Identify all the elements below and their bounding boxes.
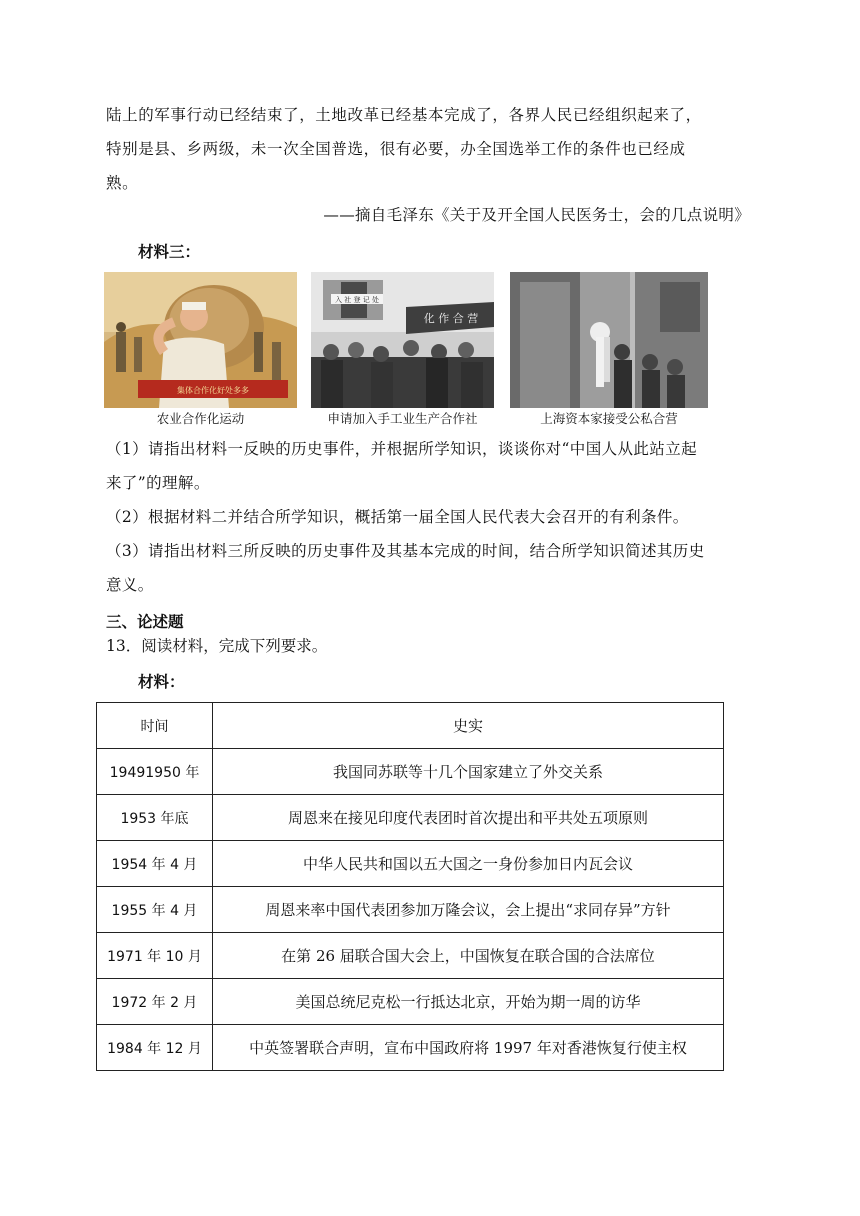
quote-source: ——摘自毛泽东《关于及开全国人民医务士，会的几点说明》	[323, 206, 750, 224]
question-13: 13．阅读材料，完成下列要求。	[106, 637, 328, 655]
table-row	[97, 795, 724, 841]
question-3-line2: 意义。	[106, 576, 154, 594]
poster-banner-text: 集体合作化好处多多	[177, 386, 249, 395]
header-time: 时间	[97, 703, 213, 749]
table-row	[97, 979, 724, 1025]
row-fact: 我国同苏联等十几个国家建立了外交关系	[213, 749, 724, 795]
banner-cooperative-text: 化 作 合 营	[423, 312, 479, 325]
row-time: 1971 年 10 月	[97, 933, 213, 979]
material3-label: 材料三：	[138, 242, 201, 261]
row-time: 1954 年 4 月	[97, 841, 213, 887]
history-table	[96, 702, 724, 1071]
row-fact: 美国总统尼克松一行抵达北京，开始为期一周的访华	[213, 979, 724, 1025]
row-fact: 在第 26 届联合国大会上，中国恢复在联合国的合法席位	[213, 933, 724, 979]
row-fact: 中英签署联合声明，宣布中国政府将 1997 年对香港恢复行使主权	[213, 1025, 724, 1071]
banner-registration-text: 入 社 登 记 处	[335, 296, 379, 304]
table-row	[97, 749, 724, 795]
table-row	[97, 1025, 724, 1071]
row-time: 1953 年底	[97, 795, 213, 841]
table-row	[97, 841, 724, 887]
header-fact: 史实	[213, 703, 724, 749]
row-fact: 周恩来率中国代表团参加万隆会议，会上提出“求同存异”方针	[213, 887, 724, 933]
question-1-line2: 来了”的理解。	[106, 474, 210, 492]
poster-agricultural-cooperation-image	[104, 272, 297, 408]
question-2: （2）根据材料二并结合所学知识，概括第一届全国人民代表大会召开的有利条件。	[106, 508, 689, 526]
caption-2: 申请加入手工业生产合作社	[327, 411, 478, 426]
material2-line3: 熟。	[106, 174, 139, 192]
material2-line1: 陆上的军事行动已经结束了，土地改革已经基本完成了，各界人民已经组织起来了，	[106, 106, 702, 124]
row-time: 19491950 年	[97, 749, 213, 795]
table-row	[97, 933, 724, 979]
public-private-joint-venture-photo	[510, 272, 708, 408]
row-fact: 周恩来在接见印度代表团时首次提出和平共处五项原则	[213, 795, 724, 841]
row-fact: 中华人民共和国以五大国之一身份参加日内瓦会议	[213, 841, 724, 887]
section-title: 三、论述题	[106, 613, 184, 631]
table-header-row	[97, 703, 724, 749]
row-time: 1984 年 12 月	[97, 1025, 213, 1071]
material2-line2: 特别是县、乡两级，未一次全国普选，很有必要，办全国选举工作的条件也已经成	[106, 140, 686, 158]
row-time: 1955 年 4 月	[97, 887, 213, 933]
row-time: 1972 年 2 月	[97, 979, 213, 1025]
caption-1: 农业合作化运动	[156, 411, 245, 426]
question-3-line1: （3）请指出材料三所反映的历史事件及其基本完成的时间，结合所学知识简述其历史	[106, 542, 705, 560]
handicraft-cooperative-photo	[311, 272, 494, 408]
table-row	[97, 887, 724, 933]
question-1-line1: （1）请指出材料一反映的历史事件，并根据所学知识，谈谈你对“中国人从此站立起	[106, 440, 697, 458]
caption-3: 上海资本家接受公私合营	[540, 411, 678, 426]
material-label: 材料：	[138, 672, 185, 691]
material3-images	[104, 272, 708, 432]
